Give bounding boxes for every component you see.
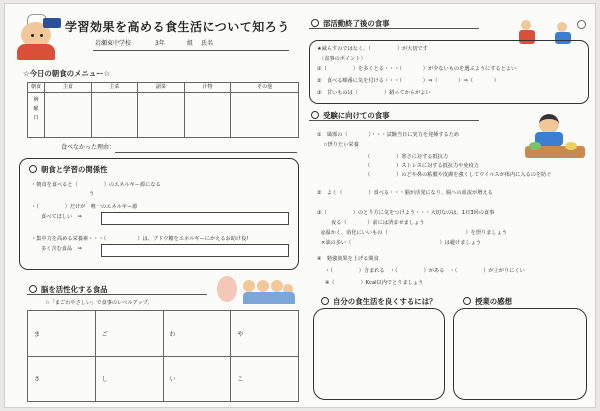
exam-line-11: ④ 勉強効果を上げる間食 (317, 256, 379, 262)
brain-subtitle: ☆「まごわやさしい」で食事のレベルアップ。 (45, 300, 153, 306)
relation-line-2b: 食べてほしい ⇒ (41, 214, 82, 220)
relation-line-3b: 多く含む食品 ⇒ (41, 246, 82, 252)
worksheet (4, 3, 596, 408)
col-side: 副菜 (138, 83, 185, 93)
cell-soup[interactable] (184, 93, 231, 138)
circle-bullet-icon (463, 297, 471, 305)
club-heading: 部活動終了後の食事 (311, 18, 390, 29)
brain-heading: 脳を活性化する食品 (29, 284, 108, 295)
club-line-2: 〈食事のポイント〉 (319, 56, 366, 62)
row-label-2: 曜 (33, 106, 39, 112)
relation-line-2: ・（ ）だけが 唯一のエネルギー源 (31, 204, 138, 210)
row-label-3: 日 (33, 115, 39, 121)
circle-bullet-icon (311, 19, 319, 27)
not-eaten-line[interactable] (115, 152, 297, 153)
relation-line-1b: う (89, 191, 95, 197)
exam-line-4: （ ）ストレスに対する抵抗力や免疫力 (365, 163, 479, 169)
cell-other[interactable] (231, 93, 299, 138)
club-line-4: ② 食べる順番に気を付ける・・・（ ）⇒（ ）⇒（ ） (317, 78, 499, 84)
circle-bullet-icon (321, 297, 329, 305)
club-line-3: ①（ ）を多くとる・・・（ ）が少ないものを選ぶようにするとよい (317, 66, 517, 72)
col-main: 主菜 (91, 83, 138, 93)
exam-line-5: （ ）のどや鼻の粘膜や皮膚を強くしてウイルスが体内に入るのを防ぐ (365, 172, 552, 178)
relation-line-1: ・朝食を食べると（ ）のエネルギー源になる (31, 182, 161, 188)
kana-sa[interactable]: さ (28, 356, 96, 402)
kana-wa[interactable]: わ (163, 311, 231, 357)
kana-ko[interactable]: こ (231, 356, 299, 402)
chef-illustration (13, 14, 57, 60)
cell-staple[interactable] (45, 93, 92, 138)
relation-heading: 朝食と学習の関係性 (29, 164, 108, 175)
col-other: その他 (231, 83, 299, 93)
school-name: 岩瀬東中学校 (95, 40, 132, 47)
exam-line-3: （ ）寒さに対する抵抗力 (365, 154, 449, 160)
exam-line-12: ・（ ）含まれる ・（ ）がある ・（ ）が上がりにくい (325, 268, 525, 274)
name-label: 氏名 (201, 40, 214, 47)
row-label: 例 (33, 97, 39, 103)
breakfast-side-label: 朝食 (28, 83, 45, 93)
circle-bullet-icon (29, 285, 37, 293)
page-title: 学習効果を高める食生活について知ろう (65, 20, 290, 34)
exam-line-10: ×油の多い（ ）は避けましょう (321, 240, 481, 246)
club-line-5: ③ 甘いものは（ ）錯ってからがよい (317, 90, 431, 96)
exam-line-8: 夜る（ ）前には済ませましょう (331, 220, 425, 226)
eat-foods-input[interactable] (101, 212, 289, 225)
cell-side[interactable] (138, 93, 185, 138)
circle-bullet-icon (311, 111, 319, 119)
class-label: 組 (187, 40, 194, 47)
exam-line-2: ☆摂りたい栄養 (323, 142, 359, 148)
breakfast-heading: ☆今日の朝食のメニュー☆ (23, 69, 111, 78)
kana-i[interactable]: い (163, 356, 231, 402)
kana-shi[interactable]: し (95, 356, 163, 402)
nutrient-foods-input[interactable] (101, 244, 289, 257)
breakfast-table (27, 82, 299, 138)
cell-main[interactable] (91, 93, 138, 138)
kana-go[interactable]: ご (95, 311, 163, 357)
circle-bullet-icon (29, 165, 37, 173)
brain-heading-underline (27, 294, 207, 295)
thoughts-answer-box[interactable] (453, 308, 587, 400)
kana-table (27, 310, 299, 402)
eating-boy-illustration (525, 114, 585, 162)
exam-line-7: ③（ ）のとり方に気をつけよう・・・大切なのは、1日3回の食事 (317, 210, 495, 216)
col-soup: 汁物 (184, 83, 231, 93)
kana-ma[interactable]: ま (28, 311, 96, 357)
kana-ya[interactable]: や (231, 311, 299, 357)
brain-illustration (217, 276, 237, 302)
thoughts-heading: 授業の感想 (463, 296, 512, 307)
improve-answer-box[interactable] (313, 308, 445, 400)
improve-heading: 自分の食生活を良くするには？ (321, 296, 436, 307)
exam-line-9: ◎温かく、消化にいいもの（ ）を摂りましょう (321, 230, 507, 236)
club-line-1: ★減らすのではなく、（ ）が大切です (317, 46, 428, 52)
exam-line-13: ※（ ）Kcal以内でとりましょう (325, 280, 424, 286)
not-eaten-label: 食べなかった理由： (61, 144, 116, 151)
col-staple: 主食 (45, 83, 92, 93)
name-underline (93, 50, 289, 51)
exam-line-6: ② よく（ ）食べる・・・脳が活発になり、脳への血流が増える (317, 190, 493, 196)
grade-label: 3年 (155, 40, 165, 47)
exam-heading: 受験に向けての食事 (311, 110, 390, 121)
relation-line-3: ・集中力を高める栄養素・・・（ ）は、ブドウ糖をエネルギーにかえるお助け役! (31, 236, 249, 242)
exam-line-1: ① 風邪の（ ）・・・試験当日に実力を発揮するため (317, 132, 460, 138)
exam-heading-underline (309, 120, 479, 121)
club-heading-underline (309, 28, 479, 29)
family-illustration (243, 280, 295, 304)
